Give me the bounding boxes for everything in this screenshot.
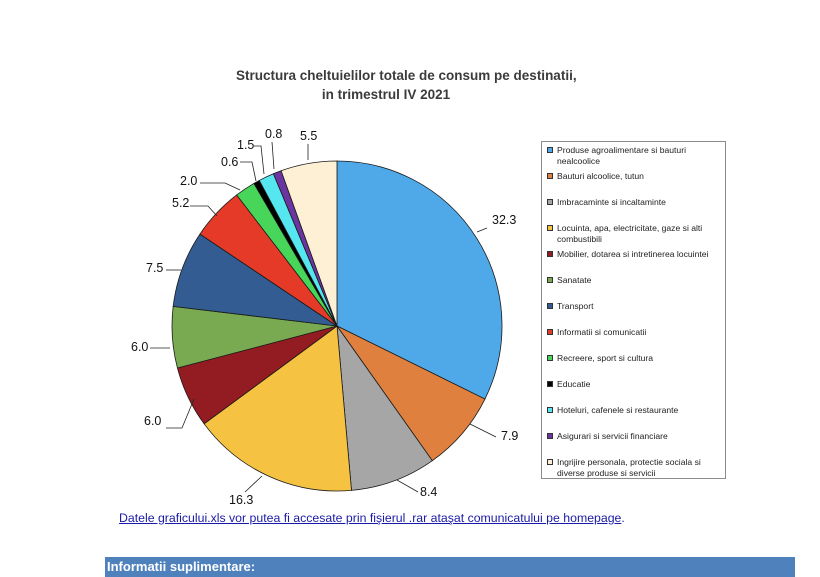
chart-title-line-1: Structura cheltuielilor totale de consum pe destinatii, [236,68,577,83]
slice-value-label: 1.5 [237,138,255,152]
legend-label: Recreere, sport si cultura [557,353,653,363]
legend-swatch [547,277,553,283]
legend-swatch [547,459,553,465]
slice-value-label: 6.0 [144,414,162,428]
legend-item [547,249,723,260]
slice-value-label: 7.9 [501,429,519,443]
legend-label: Sanatate [557,275,592,285]
legend-label: Transport [557,301,594,311]
slice-value-label: 7.5 [146,261,164,275]
legend-label: Ingrijire personala, protectie sociala si diverse produse si servicii [557,457,701,478]
info-banner-title: Informatii suplimentare: [107,559,256,574]
chart-title-line-2: in trimestrul IV 2021 [321,87,451,102]
legend-label: Hoteluri, cafenele si restaurante [557,405,679,415]
legend-label: Bauturi alcoolice, tutun [557,171,644,181]
leader-line [272,142,274,169]
legend-item [547,223,723,245]
leader-line [477,228,487,232]
legend-swatch [547,381,553,387]
info-banner [105,557,795,577]
slice-value-label: 8.4 [420,485,438,499]
legend-item [547,405,723,416]
legend-item [547,353,723,364]
legend-swatch [547,173,553,179]
data-file-link[interactable]: Datele graficului.xls vor putea fi accesate prin fişierul .rar ataşat comunicatului pe homepage [119,511,622,525]
legend-label: Mobilier, dotarea si intretinerea locuintei [557,249,709,259]
slice-value-label: 0.6 [221,155,239,169]
legend-swatch [547,251,553,257]
slice-value-label: 32.3 [492,213,517,227]
legend-swatch [547,199,553,205]
leader-line [397,480,418,492]
legend-label: Imbracaminte si incaltaminte [557,197,666,207]
legend-item [547,379,723,390]
legend-item [547,145,723,167]
data-file-link-suffix: . [621,511,625,525]
legend-swatch [547,329,553,335]
slice-value-label: 6.0 [131,340,149,354]
legend-swatch [547,303,553,309]
slice-value-label: 5.2 [172,196,190,210]
legend-swatch [547,225,553,231]
leader-line [190,206,217,216]
legend-item [547,327,723,338]
legend-label: Produse agroalimentare si bauturi nealcoolice [557,145,686,166]
legend-item [547,197,723,208]
leader-line [166,399,194,428]
slice-value-label: 0.8 [265,127,283,141]
legend-label: Asigurari si servicii financiare [557,431,668,441]
chart-legend [541,141,726,479]
legend-item [547,431,723,442]
legend-swatch [547,407,553,413]
legend-item [547,301,723,312]
legend-label: Educatie [557,379,591,389]
leader-line [470,424,496,437]
leader-line [240,162,256,181]
legend-label: Informatii si comunicatii [557,327,647,337]
leader-line [200,183,240,190]
legend-swatch [547,355,553,361]
legend-item [547,171,723,182]
legend-swatch [547,147,553,153]
leader-line [254,146,264,174]
legend-label: Locuinta, apa, electricitate, gaze si alti combustibili [557,223,703,244]
pie-slices [172,161,502,491]
slice-value-label: 16.3 [229,493,254,507]
data-file-link-row [119,511,625,525]
leader-line [245,476,262,492]
slice-value-label: 2.0 [180,174,198,188]
legend-item [547,275,723,286]
slice-value-label: 5.5 [300,129,318,143]
legend-swatch [547,433,553,439]
legend-item [547,457,723,479]
